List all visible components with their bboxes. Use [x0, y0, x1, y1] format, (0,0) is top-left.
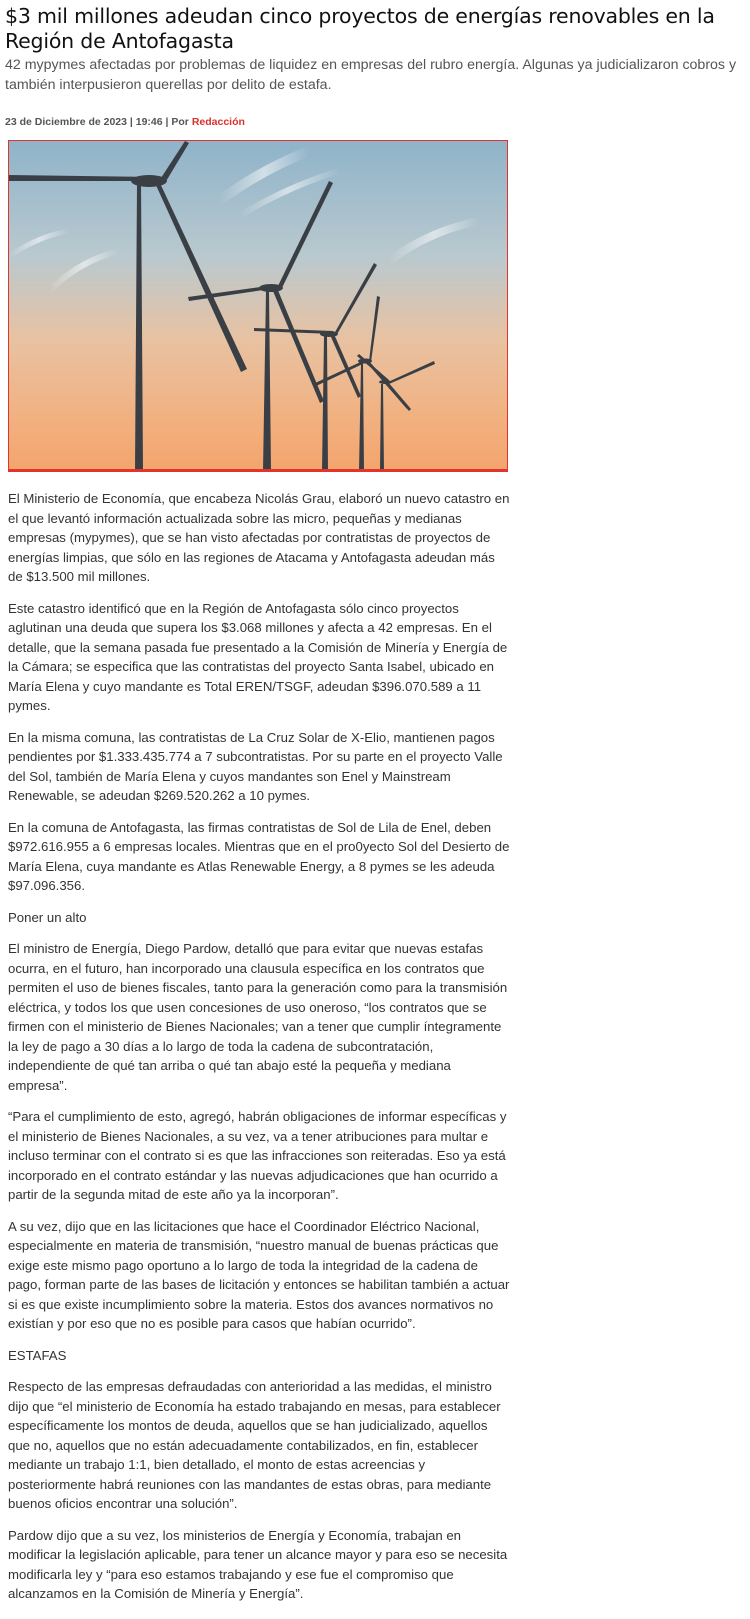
article-headline: $3 mil millones adeudan cinco proyectos de energías renovables en la Región de Antofagasta — [5, 4, 715, 53]
paragraph-9: Pardow dijo que a su vez, los ministerios de Energía y Economía, trabajan en modificar la legislación aplicable, para tener un alcance mayor y para eso se necesita modificarla ley y “para eso estamos trabajando y ese fue el compromiso que alcanzamos en la Comisión de Minería y Energía”. — [8, 1527, 508, 1601]
article-subtitle: 42 mypymes afectadas por problemas de liquidez en empresas del rubro energía. Algunas ya judicializaron cobros y también interpusieron querellas por delito de estafa. — [5, 57, 737, 93]
article-hero-image — [8, 140, 508, 472]
paragraph-5: El ministro de Energía, Diego Pardow, detalló que para evitar que nuevas estafas ocurra, en el futuro, han incorporado una clausula específica en los contratos que permiten el uso de bienes fiscales, tanto para la generación como para la transmisión eléctrica, y todos los que usen concesiones de uso oneroso, “los contratos que se firmen con el ministerio de Bienes Nacionales; van a tener que cumplir íntegramente la ley de pago a 30 días a lo largo de toda la cadena de subcontratación, independiente de qué tan arriba o qué tan abajo esté la pequeña y mediana empresa”. — [8, 941, 508, 1093]
paragraph-8: Respecto de las empresas defraudadas con anterioridad a las medidas, el ministro dijo que “el ministerio de Economía ha estado trabajando en mesas, para establecer específicamente los montos de deuda, aquellos que se han judicializado, aquellos que no, aquellos que no están adecuadamente contabilizados, en fin, establecer mediante un trabajo 1:1, bien detallado, el monto de estas acreencias y posteriormente habrá reuniones con las mandantes de estas obras, para mediante buenos oficios encontrar una solución”. — [8, 1379, 501, 1511]
article-date: 23 de Diciembre de 2023 | 19:46 | Por — [5, 116, 192, 128]
author-link[interactable]: Redacción — [191, 116, 245, 128]
article-byline — [5, 115, 245, 129]
paragraph-7: A su vez, dijo que en las licitaciones que hace el Coordinador Eléctrico Nacional, especialmente en materia de transmisión, “nuestro manual de buenas prácticas que exige este mismo pago oportuno a lo largo de toda la integridad de la cadena de pago, forman parte de las bases de licitación y entonces se habilitan también a actuar si es que existe incumplimiento sobre la materia. Estos dos avances normativos no existían y por eso que no es posible para casos que habían ocurrido”. — [8, 1218, 510, 1331]
paragraph-1: El Ministerio de Economía, que encabeza Nicolás Grau, elaboró un nuevo catastro en el que levantó información actualizada sobre las micro, pequeñas y medianas empresas (mypymes), que se han visto afectadas por contratistas de proyectos de energías limpias, que sólo en las regiones de Atacama y Antofagasta adeudan más de $13.500 mil millones. — [8, 491, 510, 584]
wind-turbines-illustration — [9, 141, 508, 471]
section-heading-poner-un-alto: Poner un alto — [8, 909, 87, 925]
paragraph-2: Este catastro identificó que en la Región de Antofagasta sólo cinco proyectos aglutinan una deuda que supera los $3.068 millones y afecta a 42 empresas. En el detalle, que la semana pasada fue presentado a la Comisión de Minería y Energía de la Cámara; se especifica que las contratistas del proyecto Santa Isabel, ubicado en María Elena y cuyo mandante es Total EREN/TSGF, adeudan $396.070.589 a 11 pymes. — [8, 600, 508, 713]
paragraph-6: “Para el cumplimiento de esto, agregó, habrán obligaciones de informar específicas y el ministerio de Bienes Nacionales, a su vez, va a tener atribuciones para multar e incluso terminar con el contrato si es que las infracciones son reiteradas. Eso ya está incorporado en el contrato estándar y las nuevas adjudicaciones que han ocurrido a partir de la segunda mitad de este año ya la incorporan”. — [8, 1109, 507, 1202]
article-body — [8, 489, 510, 1616]
section-heading-estafas: ESTAFAS — [8, 1347, 67, 1363]
paragraph-3: En la misma comuna, las contratistas de La Cruz Solar de X-Elio, mantienen pagos pendientes por $1.333.435.774 a 7 subcontratistas. Por su parte en el proyecto Valle del Sol, también de María Elena y cuyos mandantes son Enel y Mainstream Renewable, se adeudan $269.520.262 a 10 pymes. — [8, 729, 503, 803]
paragraph-4: En la comuna de Antofagasta, las firmas contratistas de Sol de Lila de Enel, deben $972.616.955 a 6 empresas locales. Mientras que en el pro0yecto Sol del Desierto de María Elena, cuya mandante es Atlas Renewable Energy, a 8 pymes se les adeuda $97.096.356. — [8, 819, 510, 893]
